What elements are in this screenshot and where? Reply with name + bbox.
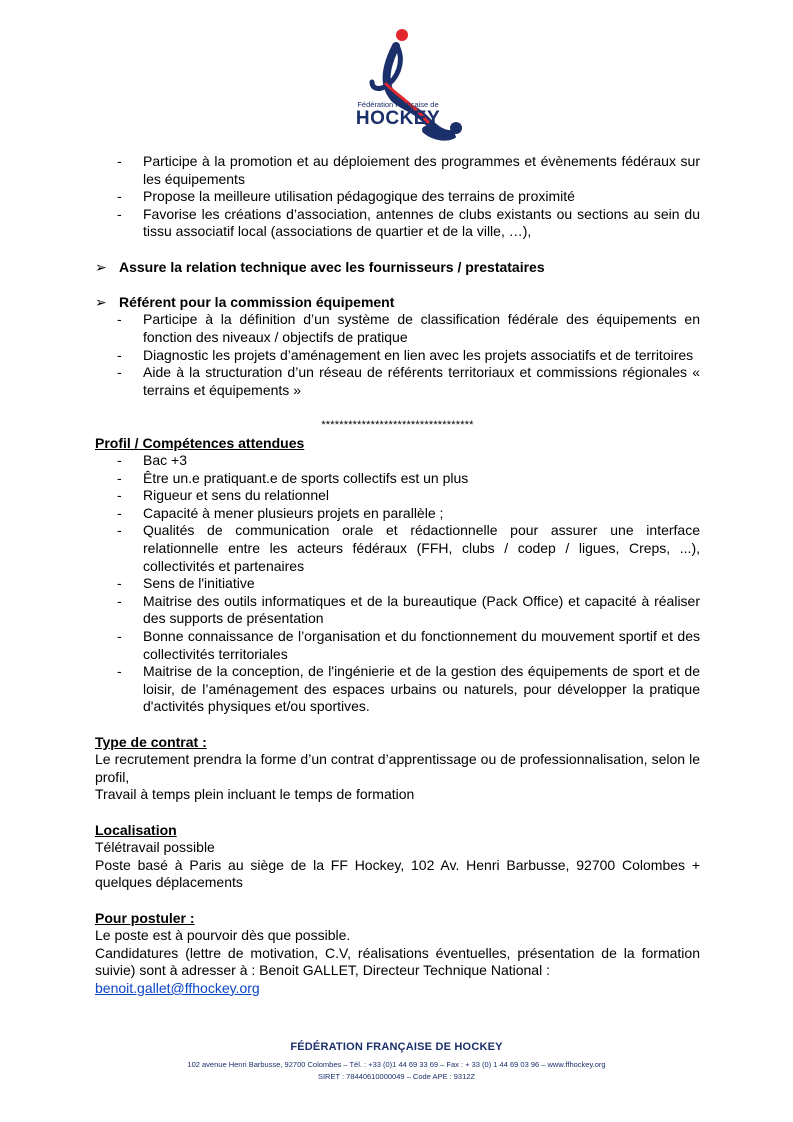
document-body: [95, 153, 700, 998]
commission-list: [95, 311, 700, 399]
footer-siret: SIRET : 78440610000049 – Code APE : 9312Z: [317, 1072, 476, 1081]
logo-subtitle: Fédération Française de: [357, 100, 439, 109]
profil-heading: Profil / Compétences attendues: [95, 434, 305, 451]
contrat-text: Travail à temps plein incluant le temps de formation: [95, 786, 415, 803]
separator: **********************************: [321, 418, 474, 431]
list-item: - Bonne connaissance de l’organisation et du fonctionnement du mouvement sportif et des collectivités territoriales: [95, 628, 700, 663]
localisation-text: Poste basé à Paris au siège de la FF Hockey, 102 Av. Henri Barbusse, 92700 Colombes + quelques déplacements: [95, 856, 700, 891]
list-item: - Rigueur et sens du relationnel: [95, 487, 700, 505]
footer-org-name: FÉDÉRATION FRANÇAISE DE HOCKEY: [290, 1041, 503, 1053]
list-item: - Maitrise de la conception, de l'ingénierie et de la gestion des équipements de sport et de loisir, de l’aménagement des espaces urbains ou naturels, pour développer la pratique d'activités physiques et/ou sportives.: [95, 663, 700, 716]
list-item: - Être un.e pratiquant.e de sports collectifs est un plus: [95, 470, 700, 488]
localisation-heading: Localisation: [95, 821, 177, 838]
postuler-text: Le poste est à pourvoir dès que possible.: [95, 927, 351, 944]
section-heading-commission: ➢ Référent pour la commission équipement: [95, 293, 395, 310]
list-item: - Diagnostic les projets d’aménagement en lien avec les projets associatifs et de territoires: [95, 347, 700, 365]
postuler-heading: Pour postuler :: [95, 909, 195, 926]
arrow-bullet-icon: ➢: [95, 258, 107, 275]
postuler-text: Candidatures (lettre de motivation, C.V, réalisations éventuelles, présentation de la formation suivie) sont à adresser à : Benoit GALLET, Directeur Technique National :: [95, 944, 700, 979]
profil-list: [95, 452, 700, 716]
contact-email-link[interactable]: benoit.gallet@ffhockey.org: [95, 979, 260, 996]
list-item: - Capacité à mener plusieurs projets en parallèle ;: [95, 505, 700, 523]
list-item: - Aide à la structuration d’un réseau de référents territoriaux et commissions régionales « terrains et équipements »: [95, 364, 700, 399]
localisation-text: Télétravail possible: [95, 839, 215, 856]
section-heading-fournisseurs: ➢ Assure la relation technique avec les fournisseurs / prestataires: [95, 258, 545, 275]
list-item: - Propose la meilleure utilisation pédagogique des terrains de proximité: [95, 188, 700, 206]
list-item: - Maitrise des outils informatiques et de la bureautique (Pack Office) et capacité à réaliser des supports de présentation: [95, 593, 700, 628]
arrow-bullet-icon: ➢: [95, 293, 107, 310]
contrat-heading: Type de contrat :: [95, 733, 207, 750]
ffh-logo: [338, 26, 470, 142]
logo-title: HOCKEY: [355, 108, 441, 129]
list-item: - Qualités de communication orale et rédactionnelle pour assurer une interface relationnelle entre les acteurs fédéraux (FFH, clubs / codep / ligues, Creps, ...), collectivités et partenaires: [95, 522, 700, 575]
intro-list: [95, 153, 700, 241]
list-item: - Bac +3: [95, 452, 700, 470]
list-item: - Sens de l'initiative: [95, 575, 700, 593]
contrat-text: Le recrutement prendra la forme d’un contrat d’apprentissage ou de professionnalisation, selon le profil,: [95, 751, 700, 785]
list-item: - Participe à la définition d’un système de classification fédérale des équipements en fonction des niveaux / objectifs de pratique: [95, 311, 700, 346]
list-item: - Favorise les créations d’association, antennes de clubs existants ou sections au sein du tissu associatif local (associations de quartier et de la ville, …),: [95, 206, 700, 241]
list-item: - Participe à la promotion et au déploiement des programmes et évènements fédéraux sur les équipements: [95, 153, 700, 188]
footer-address: 102 avenue Henri Barbusse, 92700 Colombes – Tél. : +33 (0)1 44 69 33 69 – Fax : + 33 (0) 1 44 69 03 96 – www.ffhockey.org: [187, 1060, 606, 1069]
